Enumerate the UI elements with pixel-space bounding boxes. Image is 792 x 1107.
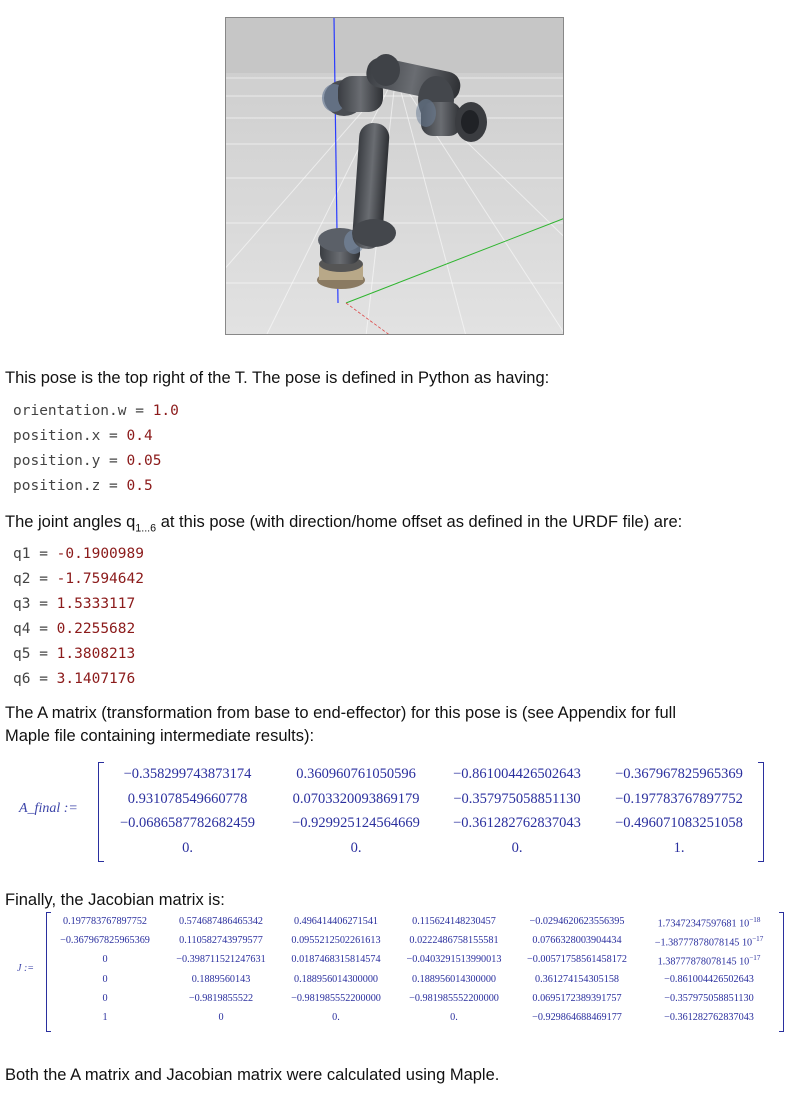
joint-code-block bbox=[13, 542, 144, 692]
robot-arm-figure bbox=[225, 17, 564, 335]
matrix-cell: −0.00571758561458172 bbox=[527, 954, 627, 965]
code-line: q5 = 1.3808213 bbox=[13, 646, 136, 662]
matrix-row bbox=[98, 766, 764, 783]
code-key: q1 bbox=[13, 546, 31, 562]
matrix-cell: 0. bbox=[350, 840, 362, 856]
code-line: q4 = 0.2255682 bbox=[13, 621, 136, 637]
code-key: q6 bbox=[13, 671, 31, 687]
matrix-cell: 0 bbox=[102, 954, 108, 965]
code-key: q5 bbox=[13, 646, 31, 662]
joint-angles-paragraph bbox=[5, 510, 682, 540]
matrix-cell: 0.0695172389391757 bbox=[532, 993, 622, 1004]
matrix-cell: 0.188956014300000 bbox=[411, 974, 497, 985]
a-matrix-label: A_final := bbox=[19, 801, 78, 816]
exponent: −17 bbox=[752, 935, 764, 943]
code-key: position.x bbox=[13, 428, 101, 444]
code-line: position.x = 0.4 bbox=[13, 428, 153, 444]
code-value: -0.1900989 bbox=[56, 546, 144, 562]
code-line: orientation.w = 1.0 bbox=[13, 403, 179, 419]
matrix-cell: 0.1889560143 bbox=[191, 974, 251, 985]
jacobian-matrix bbox=[46, 912, 784, 1030]
matrix-cell bbox=[640, 916, 778, 929]
code-value: 3.1407176 bbox=[56, 671, 136, 687]
matrix-row bbox=[98, 815, 764, 832]
matrix-cell: 0. bbox=[511, 840, 523, 856]
matrix-cell: 0.115624148230457 bbox=[412, 916, 496, 927]
code-value: 0.4 bbox=[126, 428, 153, 444]
code-key: orientation.w bbox=[13, 403, 127, 419]
matrix-cell: 0. bbox=[450, 1012, 458, 1023]
a-matrix-paragraph-2: Maple file containing intermediate results): bbox=[5, 727, 315, 745]
code-line: q1 = -0.1900989 bbox=[13, 546, 144, 562]
matrix-row bbox=[46, 1012, 784, 1023]
matrix-cell: 0. bbox=[182, 840, 193, 856]
code-value: 1.5333117 bbox=[56, 596, 136, 612]
matrix-cell: 1 bbox=[102, 1012, 108, 1023]
matrix-cell: 0 bbox=[102, 974, 108, 985]
code-line: q2 = -1.7594642 bbox=[13, 571, 144, 587]
matrix-cell: −0.0294620623556395 bbox=[529, 916, 625, 927]
matrix-cell: −0.357975058851130 bbox=[453, 791, 581, 807]
code-key: q2 bbox=[13, 571, 31, 587]
matrix-row bbox=[46, 916, 784, 929]
matrix-row bbox=[98, 791, 764, 808]
joint-subscript: 1...6 bbox=[135, 522, 157, 535]
a-matrix-paragraph-1: The A matrix (transformation from base to end-effector) for this pose is (see Appendix for full bbox=[5, 704, 677, 722]
matrix-cell: −0.358299743873174 bbox=[123, 766, 252, 782]
code-line: q3 = 1.5333117 bbox=[13, 596, 136, 612]
code-value: 0.05 bbox=[126, 453, 162, 469]
code-key: q3 bbox=[13, 596, 31, 612]
matrix-row bbox=[46, 954, 784, 967]
matrix-cell: −0.361282762837043 bbox=[664, 1012, 754, 1023]
robot-arm-render bbox=[226, 18, 564, 335]
code-value: 0.5 bbox=[126, 478, 153, 494]
matrix-cell: 0.496414406271541 bbox=[293, 916, 379, 927]
code-line: position.y = 0.05 bbox=[13, 453, 162, 469]
matrix-cell: −0.861004426502643 bbox=[664, 974, 754, 985]
matrix-cell: 0.0222486758155581 bbox=[409, 935, 499, 946]
code-key: q4 bbox=[13, 621, 31, 637]
matrix-cell bbox=[640, 935, 778, 948]
matrix-cell: −0.9819855522 bbox=[188, 993, 254, 1004]
matrix-cell: −0.929864688469177 bbox=[532, 1012, 622, 1023]
pose-code-block bbox=[13, 399, 179, 499]
matrix-cell: 0.197783767897752 bbox=[62, 916, 148, 927]
matrix-cell: −0.496071083251058 bbox=[615, 815, 743, 831]
matrix-cell: 0 bbox=[102, 993, 108, 1004]
mantissa: 1.38777878078145 10 bbox=[657, 956, 750, 968]
exponent: −17 bbox=[749, 954, 761, 962]
matrix-cell: −0.0686587782682459 bbox=[119, 815, 256, 831]
matrix-row bbox=[98, 840, 764, 857]
code-line: q6 = 3.1407176 bbox=[13, 671, 136, 687]
code-value: 1.3808213 bbox=[56, 646, 136, 662]
matrix-cell: 0. bbox=[332, 1012, 340, 1023]
joint-text-before: The joint angles q bbox=[5, 513, 136, 531]
matrix-row bbox=[46, 993, 784, 1004]
matrix-cell: −0.367967825965369 bbox=[60, 935, 150, 946]
matrix-cell: 0.361274154305158 bbox=[534, 974, 620, 985]
matrix-cell: −0.929925124564669 bbox=[292, 815, 420, 831]
matrix-row bbox=[46, 935, 784, 948]
matrix-cell: 0.360960761050596 bbox=[296, 766, 416, 782]
jacobian-paragraph: Finally, the Jacobian matrix is: bbox=[5, 891, 225, 909]
code-value: -1.7594642 bbox=[56, 571, 144, 587]
code-value: 0.2255682 bbox=[56, 621, 136, 637]
code-value: 1.0 bbox=[152, 403, 179, 419]
matrix-cell: 0.0187468315814574 bbox=[291, 954, 381, 965]
matrix-cell: −0.981985552200000 bbox=[291, 993, 381, 1004]
code-line: position.z = 0.5 bbox=[13, 478, 153, 494]
matrix-cell: −0.861004426502643 bbox=[453, 766, 581, 782]
matrix-cell bbox=[640, 954, 778, 967]
matrix-cell: 0.0703320093869179 bbox=[292, 791, 420, 807]
matrix-cell: −0.0403291513990013 bbox=[406, 954, 502, 965]
code-key: position.z bbox=[13, 478, 101, 494]
matrix-cell: 0.0955212502261613 bbox=[291, 935, 381, 946]
matrix-cell: 0 bbox=[218, 1012, 224, 1023]
matrix-cell: 1. bbox=[673, 840, 685, 856]
matrix-cell: −0.981985552200000 bbox=[409, 993, 499, 1004]
exponent: −18 bbox=[749, 916, 761, 924]
matrix-cell: 0.188956014300000 bbox=[293, 974, 379, 985]
matrix-cell: −0.197783767897752 bbox=[615, 791, 743, 807]
matrix-cell: −0.361282762837043 bbox=[453, 815, 581, 831]
mantissa: 1.73472347597681 10 bbox=[657, 918, 750, 930]
mantissa: −1.38777878078145 10 bbox=[654, 937, 753, 949]
matrix-row bbox=[46, 974, 784, 985]
matrix-cell: 0.110582743979577 bbox=[179, 935, 263, 946]
matrix-cell: −0.357975058851130 bbox=[664, 993, 754, 1004]
matrix-cell: 0.0766328003904434 bbox=[532, 935, 622, 946]
intro-paragraph: This pose is the top right of the T. The pose is defined in Python as having: bbox=[5, 369, 550, 387]
matrix-cell: −0.367967825965369 bbox=[615, 766, 743, 782]
matrix-cell: 0.931078549660778 bbox=[127, 791, 248, 807]
closing-paragraph: Both the A matrix and Jacobian matrix were calculated using Maple. bbox=[5, 1066, 500, 1084]
matrix-cell: −0.398711521247631 bbox=[176, 954, 266, 965]
joint-text-after: at this pose (with direction/home offset as defined in the URDF file) are: bbox=[156, 513, 683, 531]
code-key: position.y bbox=[13, 453, 101, 469]
jacobian-label: J := bbox=[17, 963, 35, 974]
a-matrix bbox=[98, 762, 764, 860]
matrix-cell: 0.574687486465342 bbox=[178, 916, 264, 927]
